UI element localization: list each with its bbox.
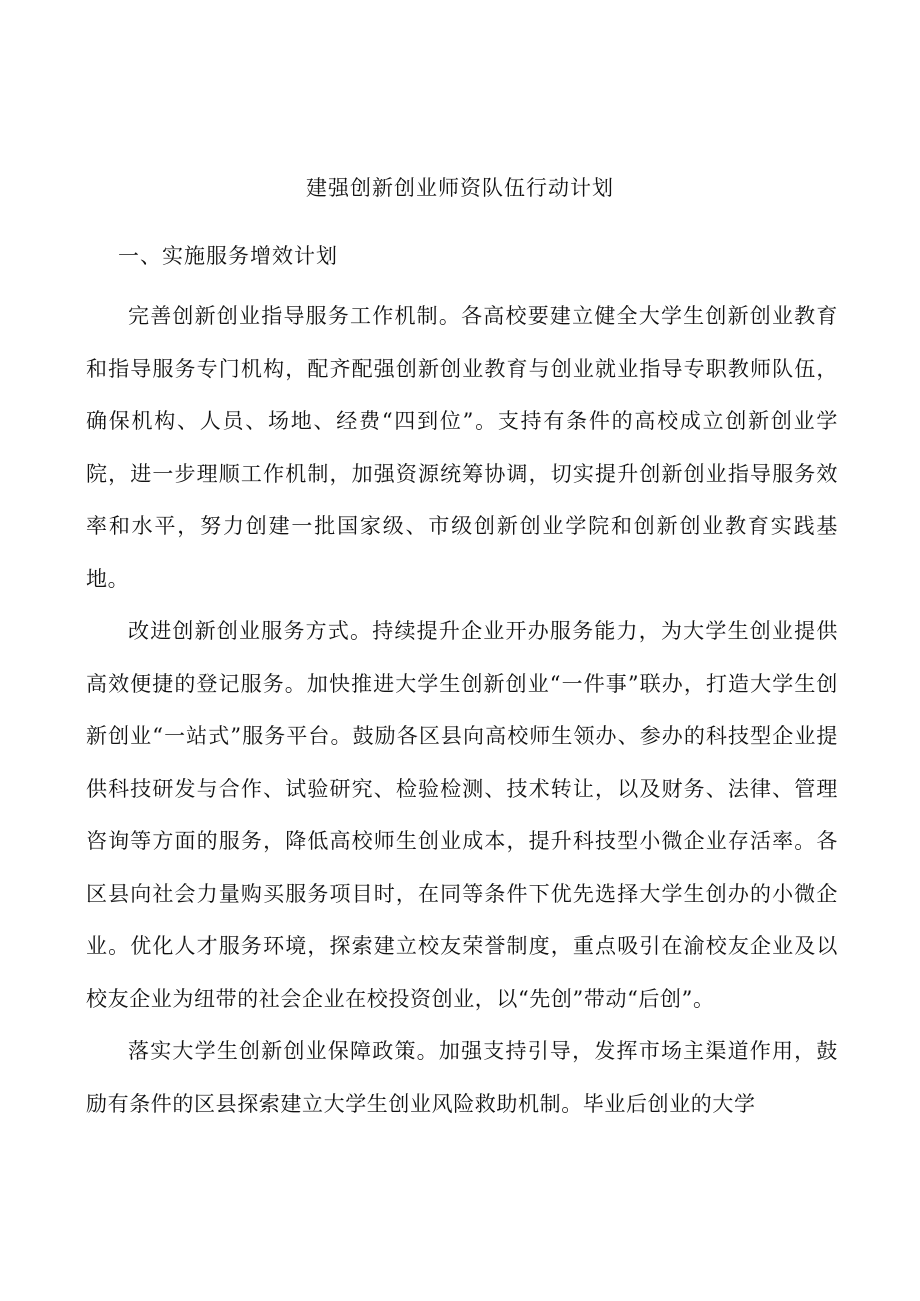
- paragraph-service-mechanism: 完善创新创业指导服务工作机制。各高校要建立健全大学生创新创业教育和指导服务专门机构，配齐配强创新创业教育与创业就业指导专职教师队伍，确保机构、人员、场地、经费“四到位”。支持有条件的高校成立创新创业学院，进一步理顺工作机制，加强资源统筹协调，切实提升创新创业指导服务效率和水平，努力创建一批国家级、市级创新创业学院和创新创业教育实践基地。: [86, 304, 838, 591]
- paragraph-policy-support: 落实大学生创新创业保障政策。加强支持引导，发挥市场主渠道作用，鼓励有条件的区县探索建立大学生创业风险救助机制。毕业后创业的大学: [86, 1039, 838, 1116]
- document-title: 建强创新创业师资队伍行动计划: [306, 176, 614, 200]
- section-heading: 一、实施服务增效计划: [118, 244, 338, 268]
- paragraph-service-methods: 改进创新创业服务方式。持续提升企业开办服务能力，为大学生创业提供高效便捷的登记服务。加快推进大学生创新创业“一件事”联办，打造大学生创新创业“一站式”服务平台。鼓励各区县向高校师生领办、参办的科技型企业提供科技研发与合作、试验研究、检验检测、技术转让，以及财务、法律、管理咨询等方面的服务，降低高校师生创业成本，提升科技型小微企业存活率。各区县向社会力量购买服务项目时，在同等条件下优先选择大学生创办的小微企业。优化人才服务环境，探索建立校友荣誉制度，重点吸引在渝校友企业及以校友企业为纽带的社会企业在校投资创业，以“先创”带动“后创”。: [86, 619, 838, 1011]
- document-body: [86, 290, 838, 1130]
